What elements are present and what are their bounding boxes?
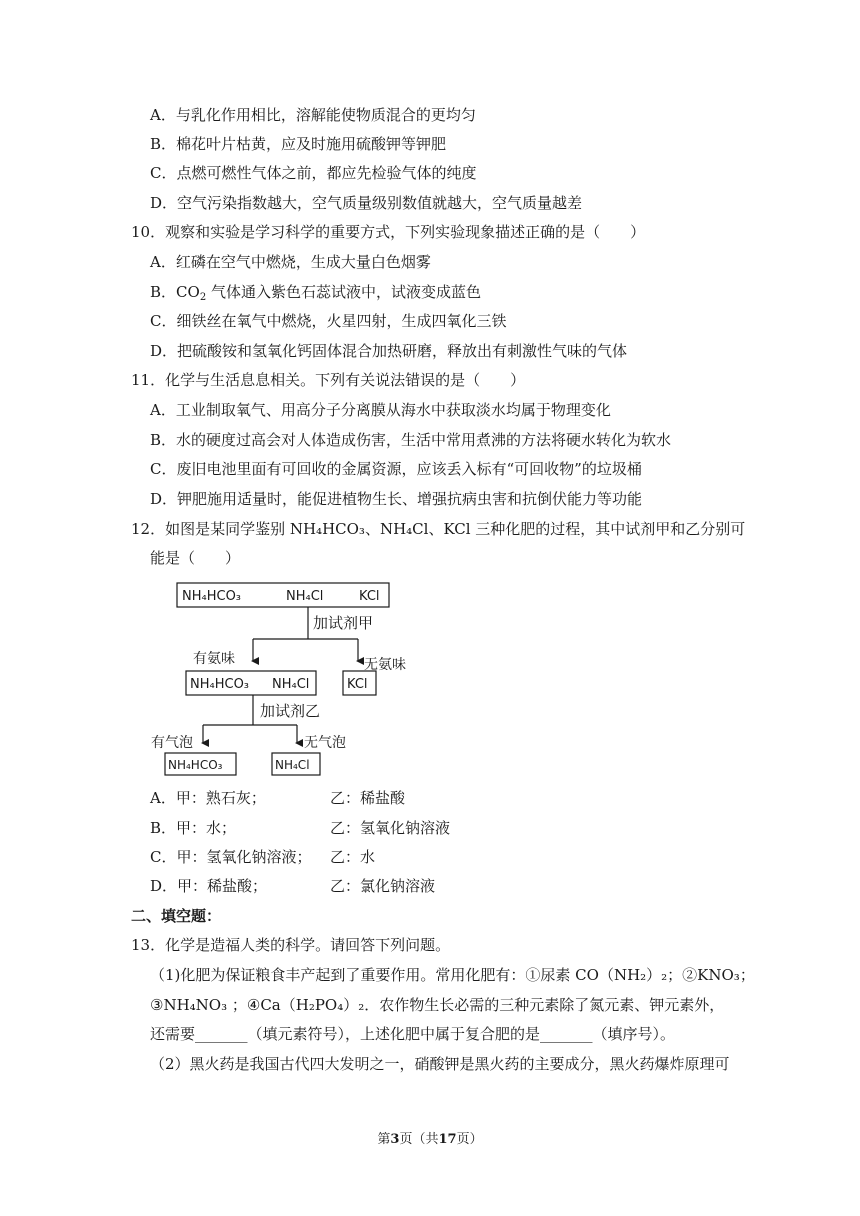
q10-option-c: C．细铁丝在氧气中燃烧，火星四射，生成四氧化三铁 xyxy=(150,312,507,330)
q9-option-a: A．与乳化作用相比，溶解能使物质混合的更均匀 xyxy=(150,106,476,124)
diagram-top-item-3: KCl xyxy=(359,589,380,604)
q13-part1-line3: 还需要_______（填元素符号），上述化肥中属于复合肥的是_______（填序号）。 xyxy=(150,1025,676,1043)
diagram-mid-item-1: NH₄HCO₃ xyxy=(190,677,250,692)
footer-prefix: 第 xyxy=(377,1132,391,1147)
q12-option-d-yi: 乙：氯化钠溶液 xyxy=(330,877,436,895)
diagram-mid-item-2: NH₄Cl xyxy=(272,677,310,692)
q12-option-d-jia: D．甲：稀盐酸； xyxy=(150,877,268,895)
diagram-ammonia-smell: 有氨味 xyxy=(193,651,235,667)
q9-option-c: C．点燃可燃性气体之前，都应先检验气体的纯度 xyxy=(150,164,477,182)
footer-suffix: 页） xyxy=(456,1132,483,1147)
diagram-no-ammonia-smell: 无氨味 xyxy=(364,657,406,673)
diagram-reagent-1: 加试剂甲 xyxy=(313,614,374,632)
q10-option-b-pre: B．CO xyxy=(150,283,200,301)
q11-option-b: B．水的硬度过高会对人体造成伤害，生活中常用煮沸的方法将硬水转化为软水 xyxy=(150,431,672,449)
q12-stem-line2: 能是（ ） xyxy=(150,549,241,567)
diagram-reagent-2: 加试剂乙 xyxy=(260,702,321,720)
q10-option-b xyxy=(150,282,481,302)
footer-page-number: 3 xyxy=(390,1132,400,1147)
q13-part1-line1: （1)化肥为保证粮食丰产起到了重要作用。常用化肥有：①尿素 CO（NH₂）₂；②KNO₃； xyxy=(150,966,755,984)
q12-option-a-yi: 乙：稀盐酸 xyxy=(330,789,406,807)
q11-stem: 11．化学与生活息息相关。下列有关说法错误的是（ ） xyxy=(131,371,526,389)
diagram-top-item-1: NH₄HCO₃ xyxy=(182,589,242,604)
diagram-bottom-right-label: NH₄Cl xyxy=(275,758,310,772)
q10-option-b-sub: 2 xyxy=(199,292,207,303)
q12-option-c-jia: C．甲：氢氧化钠溶液； xyxy=(150,848,312,866)
diagram-bottom-left-label: NH₄HCO₃ xyxy=(168,758,223,772)
q13-part1-line2: ③NH₄NO₃ ；④Ca（H₂PO₄）₂．农作物生长必需的三种元素除了氮元素、钾元素外， xyxy=(150,996,725,1014)
q11-option-a: A．工业制取氧气、用高分子分离膜从海水中获取淡水均属于物理变化 xyxy=(150,401,611,419)
q13-part2-line1: （2）黑火药是我国古代四大发明之一，硝酸钾是黑火药的主要成分，黑火药爆炸原理可 xyxy=(150,1055,730,1073)
q10-option-d: D．把硫酸铵和氢氧化钙固体混合加热研磨，释放出有刺激性气味的气体 xyxy=(150,342,628,360)
q12-option-c-yi: 乙：水 xyxy=(330,848,376,866)
q12-stem-line1: 12．如图是某同学鉴别 NH₄HCO₃、NH₄Cl、KCl 三种化肥的过程，其中试剂甲和乙分别可 xyxy=(131,520,746,538)
q12-option-b-yi: 乙：氢氧化钠溶液 xyxy=(330,819,451,837)
q11-option-d: D．钾肥施用适量时，能促进植物生长、增强抗病虫害和抗倒伏能力等功能 xyxy=(150,490,643,508)
diagram-kcl-label: KCl xyxy=(347,677,368,692)
q11-option-c: C．废旧电池里面有可回收的金属资源，应该丢入标有“可回收物”的垃圾桶 xyxy=(150,460,642,478)
diagram-top-item-2: NH₄Cl xyxy=(286,589,324,604)
q10-option-b-post: 气体通入紫色石蕊试液中，试液变成蓝色 xyxy=(206,283,481,301)
q10-stem: 10．观察和实验是学习科学的重要方式，下列实验现象描述正确的是（ ） xyxy=(131,223,646,241)
section-heading-fill-in: 二、填空题： xyxy=(131,907,222,925)
q9-option-b: B．棉花叶片枯黄，应及时施用硫酸钾等钾肥 xyxy=(150,135,447,153)
diagram-bubbles: 有气泡 xyxy=(151,735,193,751)
footer-middle: 页（共 xyxy=(399,1132,439,1147)
footer-total-pages: 17 xyxy=(438,1132,457,1147)
q10-option-a: A．红磷在空气中燃烧，生成大量白色烟雾 xyxy=(150,253,431,271)
identification-flow-diagram xyxy=(151,575,420,785)
page-footer xyxy=(0,1131,860,1149)
q12-option-b-jia: B．甲：水； xyxy=(150,819,237,837)
diagram-no-bubbles: 无气泡 xyxy=(304,735,346,751)
q9-option-d: D．空气污染指数越大，空气质量级别数值就越大，空气质量越差 xyxy=(150,194,583,212)
q13-stem: 13．化学是造福人类的科学。请回答下列问题。 xyxy=(131,936,451,954)
q12-option-a-jia: A．甲：熟石灰； xyxy=(150,789,266,807)
